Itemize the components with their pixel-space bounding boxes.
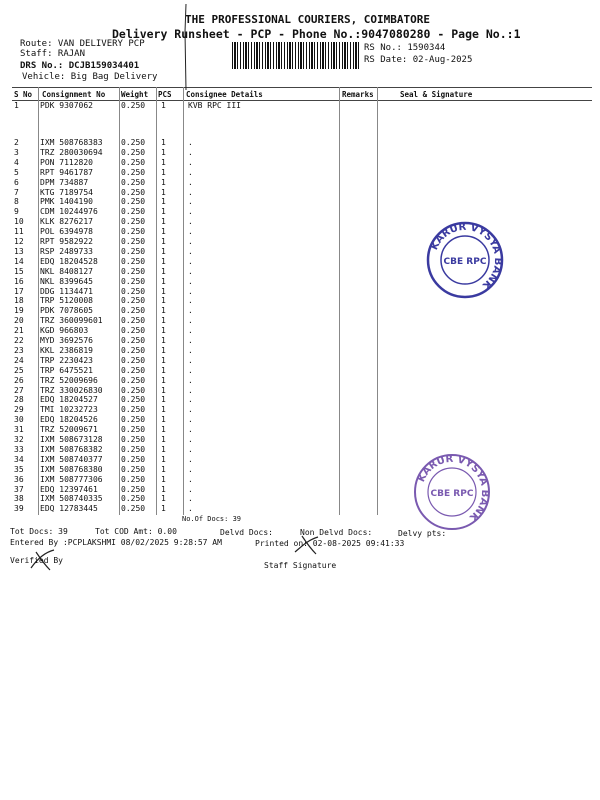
row-consignee-details: . [188, 217, 193, 227]
row-pcs: 1 [161, 415, 166, 425]
col-header-pcs: PCS [158, 90, 172, 99]
row-consignment-no: TMI 10232723 [40, 405, 98, 415]
table-row [0, 435, 600, 445]
row-pcs: 1 [161, 101, 166, 110]
row-consignee-details: . [188, 336, 193, 345]
table-row [0, 148, 600, 158]
row-sno: 27 [14, 385, 24, 395]
row-consignment-no: IXM 508740377 [40, 454, 103, 464]
table-row [0, 197, 600, 207]
row-consignee-details: . [188, 385, 193, 395]
runsheet-title: Delivery Runsheet - PCP - Phone No.:9047080280 - Page No.:1 [112, 27, 521, 41]
row-consignee-details: KVB RPC III [188, 101, 241, 110]
row-consignment-no: MYD 3692576 [40, 336, 93, 345]
row-consignee-details: . [188, 464, 193, 474]
stamp-text: KARUR VYSYA BANK [416, 453, 491, 523]
row-consignment-no: KLK 8276217 [40, 217, 93, 227]
row-pcs: 1 [161, 504, 166, 514]
row-consignment-no: NKL 8399645 [40, 276, 93, 286]
row-weight: 0.250 [121, 336, 146, 345]
row-pcs: 1 [161, 375, 166, 385]
row-consignment-no: TRZ 52009671 [40, 425, 98, 435]
rs-date: RS Date: 02-Aug-2025 [364, 55, 473, 65]
col-header-consignment: Consignment No [42, 90, 106, 99]
row-weight: 0.250 [121, 286, 146, 296]
row-weight: 0.250 [121, 484, 146, 494]
company-name: THE PROFESSIONAL COURIERS, COIMBATORE [185, 13, 431, 26]
row-sno: 38 [14, 494, 24, 504]
table-row [0, 178, 600, 188]
col-header-remarks: Remarks [342, 90, 374, 99]
table-top-rule [12, 87, 592, 88]
row-weight: 0.250 [121, 217, 146, 227]
row-consignment-no: DPM 734887 [40, 177, 89, 187]
row-sno: 4 [14, 157, 19, 167]
row-sno: 20 [14, 316, 24, 326]
row-consignee-details: . [188, 138, 193, 147]
entered-by: Entered By :PCPLAKSHMI 08/02/2025 9:28:57 AM [10, 538, 222, 547]
row-consignment-no: PON 7112820 [40, 157, 93, 167]
table-row [0, 227, 600, 237]
table-row [0, 336, 600, 346]
pen-mark [180, 2, 192, 92]
row-consignment-no: PMK 1404190 [40, 197, 93, 207]
table-row [0, 395, 600, 405]
row-sno: 16 [14, 276, 24, 286]
row-consignee-details: . [188, 494, 193, 504]
row-pcs: 1 [161, 464, 166, 474]
row-consignee-details: . [188, 454, 193, 464]
row-consignment-no: PDK 7078605 [40, 306, 93, 316]
row-weight: 0.250 [121, 355, 146, 365]
row-consignee-details: . [188, 157, 193, 167]
row-consignment-no: TRZ 52009696 [40, 375, 98, 385]
table-row [0, 168, 600, 178]
row-consignee-details: . [188, 246, 193, 256]
row-consignment-no: DDG 1134471 [40, 286, 93, 296]
row-consignment-no: PDK 9307062 [40, 101, 93, 110]
row-consignee-details: . [188, 286, 193, 296]
drs-number: DRS No.: DCJB159034401 [20, 61, 140, 71]
bank-stamp-1 [425, 220, 505, 300]
col-header-weight: Weight [121, 90, 149, 99]
row-weight: 0.250 [121, 415, 146, 425]
row-pcs: 1 [161, 306, 166, 316]
row-consignee-details: . [188, 355, 193, 365]
row-sno: 1 [14, 101, 19, 110]
row-consignment-no: IXM 508768383 [40, 138, 103, 147]
row-consignment-no: EDQ 18204527 [40, 395, 98, 405]
row-consignee-details: . [188, 306, 193, 316]
row-consignment-no: IXM 508768380 [40, 464, 103, 474]
row-sno: 11 [14, 227, 24, 237]
table-row [0, 207, 600, 217]
row-pcs: 1 [161, 187, 166, 197]
row-consignee-details: . [188, 227, 193, 237]
verified-by: Verified By [10, 556, 63, 565]
row-consignee-details: . [188, 415, 193, 425]
table-row [0, 425, 600, 435]
table-row [0, 158, 600, 168]
row-pcs: 1 [161, 336, 166, 345]
row-sno: 31 [14, 425, 24, 435]
row-sno: 18 [14, 296, 24, 306]
table-row [0, 356, 600, 366]
row-pcs: 1 [161, 435, 166, 444]
stamp-inner-text: CBE RPC [430, 489, 474, 499]
table-row [0, 415, 600, 425]
row-weight: 0.250 [121, 177, 146, 187]
row-pcs: 1 [161, 266, 166, 276]
row-sno: 10 [14, 217, 24, 227]
row-consignee-details: . [188, 207, 193, 217]
row-weight: 0.250 [121, 266, 146, 276]
total-docs: Tot Docs: 39 [10, 527, 68, 536]
row-consignee-details: . [188, 425, 193, 435]
row-consignee-details: . [188, 266, 193, 276]
row-sno: 7 [14, 187, 19, 197]
row-consignee-details: . [188, 326, 193, 336]
row-consignment-no: IXM 508740335 [40, 494, 103, 504]
row-sno: 14 [14, 256, 24, 266]
row-pcs: 1 [161, 276, 166, 286]
bank-stamp-2 [412, 452, 492, 532]
row-consignment-no: POL 6394978 [40, 227, 93, 237]
row-consignee-details: . [188, 177, 193, 187]
table-row [0, 465, 600, 475]
row-consignment-no: IXM 508777306 [40, 474, 103, 484]
table-row [0, 504, 600, 514]
row-consignee-details: . [188, 256, 193, 266]
table-row [0, 485, 600, 495]
row-sno: 32 [14, 435, 24, 444]
row-weight: 0.250 [121, 167, 146, 177]
row-consignment-no: RSP 2489733 [40, 246, 93, 256]
row-weight: 0.250 [121, 246, 146, 256]
table-row [0, 455, 600, 465]
row-pcs: 1 [161, 395, 166, 405]
row-pcs: 1 [161, 355, 166, 365]
row-pcs: 1 [161, 494, 166, 504]
row-sno: 19 [14, 306, 24, 316]
row-consignment-no: CDM 10244976 [40, 207, 98, 217]
col-header-details: Consignee Details [186, 90, 263, 99]
row-pcs: 1 [161, 474, 166, 484]
row-pcs: 1 [161, 207, 166, 217]
row-pcs: 1 [161, 425, 166, 435]
row-consignee-details: . [188, 345, 193, 355]
row-weight: 0.250 [121, 385, 146, 395]
row-pcs: 1 [161, 316, 166, 326]
row-consignee-details: . [188, 365, 193, 375]
row-consignment-no: TRZ 280030694 [40, 147, 103, 157]
row-consignee-details: . [188, 405, 193, 415]
row-weight: 0.250 [121, 207, 146, 217]
row-weight: 0.250 [121, 405, 146, 415]
row-weight: 0.250 [121, 425, 146, 435]
table-row [0, 306, 600, 316]
row-consignment-no: KGD 966803 [40, 326, 89, 336]
vehicle-label: Vehicle: Big Bag Delivery [22, 72, 158, 82]
row-pcs: 1 [161, 138, 166, 147]
row-consignee-details: . [188, 474, 193, 484]
row-weight: 0.250 [121, 464, 146, 474]
table-row [0, 277, 600, 287]
row-pcs: 1 [161, 484, 166, 494]
row-consignee-details: . [188, 504, 193, 514]
row-consignment-no: KTG 7189754 [40, 187, 93, 197]
table-row [0, 188, 600, 198]
row-weight: 0.250 [121, 256, 146, 266]
row-weight: 0.250 [121, 316, 146, 326]
row-pcs: 1 [161, 217, 166, 227]
total-cod-amount: Tot COD Amt: 0.00 [95, 527, 177, 536]
row-sno: 34 [14, 454, 24, 464]
row-weight: 0.250 [121, 237, 146, 246]
row-sno: 26 [14, 375, 24, 385]
row-sno: 23 [14, 345, 24, 355]
row-consignment-no: RPT 9461787 [40, 167, 93, 177]
row-consignment-no: NKL 8408127 [40, 266, 93, 276]
table-row [0, 247, 600, 257]
staff-label: Staff: RAJAN [20, 49, 86, 59]
table-row [0, 494, 600, 504]
table-row [0, 267, 600, 277]
row-weight: 0.250 [121, 454, 146, 464]
row-weight: 0.250 [121, 365, 146, 375]
table-row [0, 475, 600, 485]
table-row [0, 326, 600, 336]
row-weight: 0.250 [121, 326, 146, 336]
row-weight: 0.250 [121, 227, 146, 237]
table-row [0, 366, 600, 376]
row-pcs: 1 [161, 237, 166, 246]
row-sno: 22 [14, 336, 24, 345]
row-consignment-no: EDQ 12397461 [40, 484, 98, 494]
row-consignment-no: IXM 508673128 [40, 435, 103, 444]
delivery-points: Delvy pts: [398, 529, 447, 538]
row-sno: 13 [14, 246, 24, 256]
row-weight: 0.250 [121, 197, 146, 207]
table-row [0, 376, 600, 386]
row-pcs: 1 [161, 365, 166, 375]
row-pcs: 1 [161, 256, 166, 266]
row-consignment-no: KKL 2386819 [40, 345, 93, 355]
row-consignee-details: . [188, 444, 193, 454]
row-consignment-no: TRZ 360099601 [40, 316, 103, 326]
row-weight: 0.250 [121, 296, 146, 306]
row-sno: 9 [14, 207, 19, 217]
row-weight: 0.250 [121, 435, 146, 444]
row-weight: 0.250 [121, 147, 146, 157]
row-consignee-details: . [188, 395, 193, 405]
row-pcs: 1 [161, 296, 166, 306]
row-pcs: 1 [161, 177, 166, 187]
row-sno: 17 [14, 286, 24, 296]
table-row [0, 217, 600, 227]
row-weight: 0.250 [121, 138, 146, 147]
row-consignment-no: TRP 5120008 [40, 296, 93, 306]
row-consignee-details: . [188, 316, 193, 326]
row-sno: 30 [14, 415, 24, 425]
row-consignment-no: EDQ 12783445 [40, 504, 98, 514]
row-sno: 36 [14, 474, 24, 484]
row-consignment-no: EDQ 18204528 [40, 256, 98, 266]
row-weight: 0.250 [121, 345, 146, 355]
col-header-seal: Seal & Signature [400, 90, 473, 99]
row-weight: 0.250 [121, 187, 146, 197]
row-weight: 0.250 [121, 494, 146, 504]
row-weight: 0.250 [121, 375, 146, 385]
table-row [0, 101, 600, 111]
row-pcs: 1 [161, 405, 166, 415]
route-label: Route: VAN DELIVERY PCP [20, 39, 145, 49]
row-weight: 0.250 [121, 306, 146, 316]
row-pcs: 1 [161, 147, 166, 157]
table-row [0, 138, 600, 148]
row-consignment-no: TRZ 330026830 [40, 385, 103, 395]
row-consignee-details: . [188, 197, 193, 207]
rs-number: RS No.: 1590344 [364, 43, 446, 53]
barcode [232, 42, 360, 69]
printed-on: Printed on: 02-08-2025 09:41:33 [255, 539, 405, 548]
row-sno: 12 [14, 237, 24, 246]
table-row [0, 237, 600, 247]
row-weight: 0.250 [121, 504, 146, 514]
stamp-text: KARUR VYSYA BANK [429, 221, 504, 291]
table-row [0, 287, 600, 297]
row-consignee-details: . [188, 435, 193, 444]
row-consignee-details: . [188, 187, 193, 197]
col-header-sno: S No [14, 90, 33, 99]
row-sno: 24 [14, 355, 24, 365]
table-row [0, 445, 600, 455]
row-pcs: 1 [161, 326, 166, 336]
delivered-docs: Delvd Docs: [220, 528, 273, 537]
row-consignment-no: TRP 6475521 [40, 365, 93, 375]
row-pcs: 1 [161, 197, 166, 207]
staff-signature: Staff Signature [264, 561, 337, 570]
row-consignee-details: . [188, 276, 193, 286]
non-delivered-docs: Non Delvd Docs: [300, 528, 373, 537]
row-sno: 29 [14, 405, 24, 415]
row-pcs: 1 [161, 286, 166, 296]
row-pcs: 1 [161, 385, 166, 395]
row-pcs: 1 [161, 157, 166, 167]
row-pcs: 1 [161, 444, 166, 454]
row-pcs: 1 [161, 167, 166, 177]
row-weight: 0.250 [121, 276, 146, 286]
row-sno: 6 [14, 177, 19, 187]
table-row [0, 296, 600, 306]
row-consignee-details: . [188, 237, 193, 246]
row-pcs: 1 [161, 246, 166, 256]
table-row [0, 257, 600, 267]
row-sno: 21 [14, 326, 24, 336]
row-weight: 0.250 [121, 157, 146, 167]
row-sno: 3 [14, 147, 19, 157]
row-sno: 15 [14, 266, 24, 276]
row-weight: 0.250 [121, 395, 146, 405]
row-consignment-no: IXM 508768382 [40, 444, 103, 454]
row-weight: 0.250 [121, 444, 146, 454]
row-sno: 25 [14, 365, 24, 375]
row-consignee-details: . [188, 167, 193, 177]
row-consignee-details: . [188, 375, 193, 385]
table-row [0, 316, 600, 326]
row-consignee-details: . [188, 296, 193, 306]
row-sno: 39 [14, 504, 24, 514]
row-pcs: 1 [161, 345, 166, 355]
row-sno: 37 [14, 484, 24, 494]
table-row [0, 386, 600, 396]
stamp-inner-text: CBE RPC [443, 257, 487, 267]
no-of-docs: No.Of Docs: 39 [182, 515, 242, 523]
row-sno: 35 [14, 464, 24, 474]
row-consignee-details: . [188, 484, 193, 494]
table-row [0, 405, 600, 415]
row-consignment-no: TRP 2230423 [40, 355, 93, 365]
row-sno: 33 [14, 444, 24, 454]
row-pcs: 1 [161, 227, 166, 237]
row-sno: 8 [14, 197, 19, 207]
row-weight: 0.250 [121, 101, 146, 110]
row-consignment-no: RPT 9582922 [40, 237, 93, 246]
row-sno: 28 [14, 395, 24, 405]
table-row [0, 346, 600, 356]
row-sno: 2 [14, 138, 19, 147]
row-consignee-details: . [188, 147, 193, 157]
row-consignment-no: EDQ 18204526 [40, 415, 98, 425]
row-pcs: 1 [161, 454, 166, 464]
row-sno: 5 [14, 167, 19, 177]
row-weight: 0.250 [121, 474, 146, 484]
